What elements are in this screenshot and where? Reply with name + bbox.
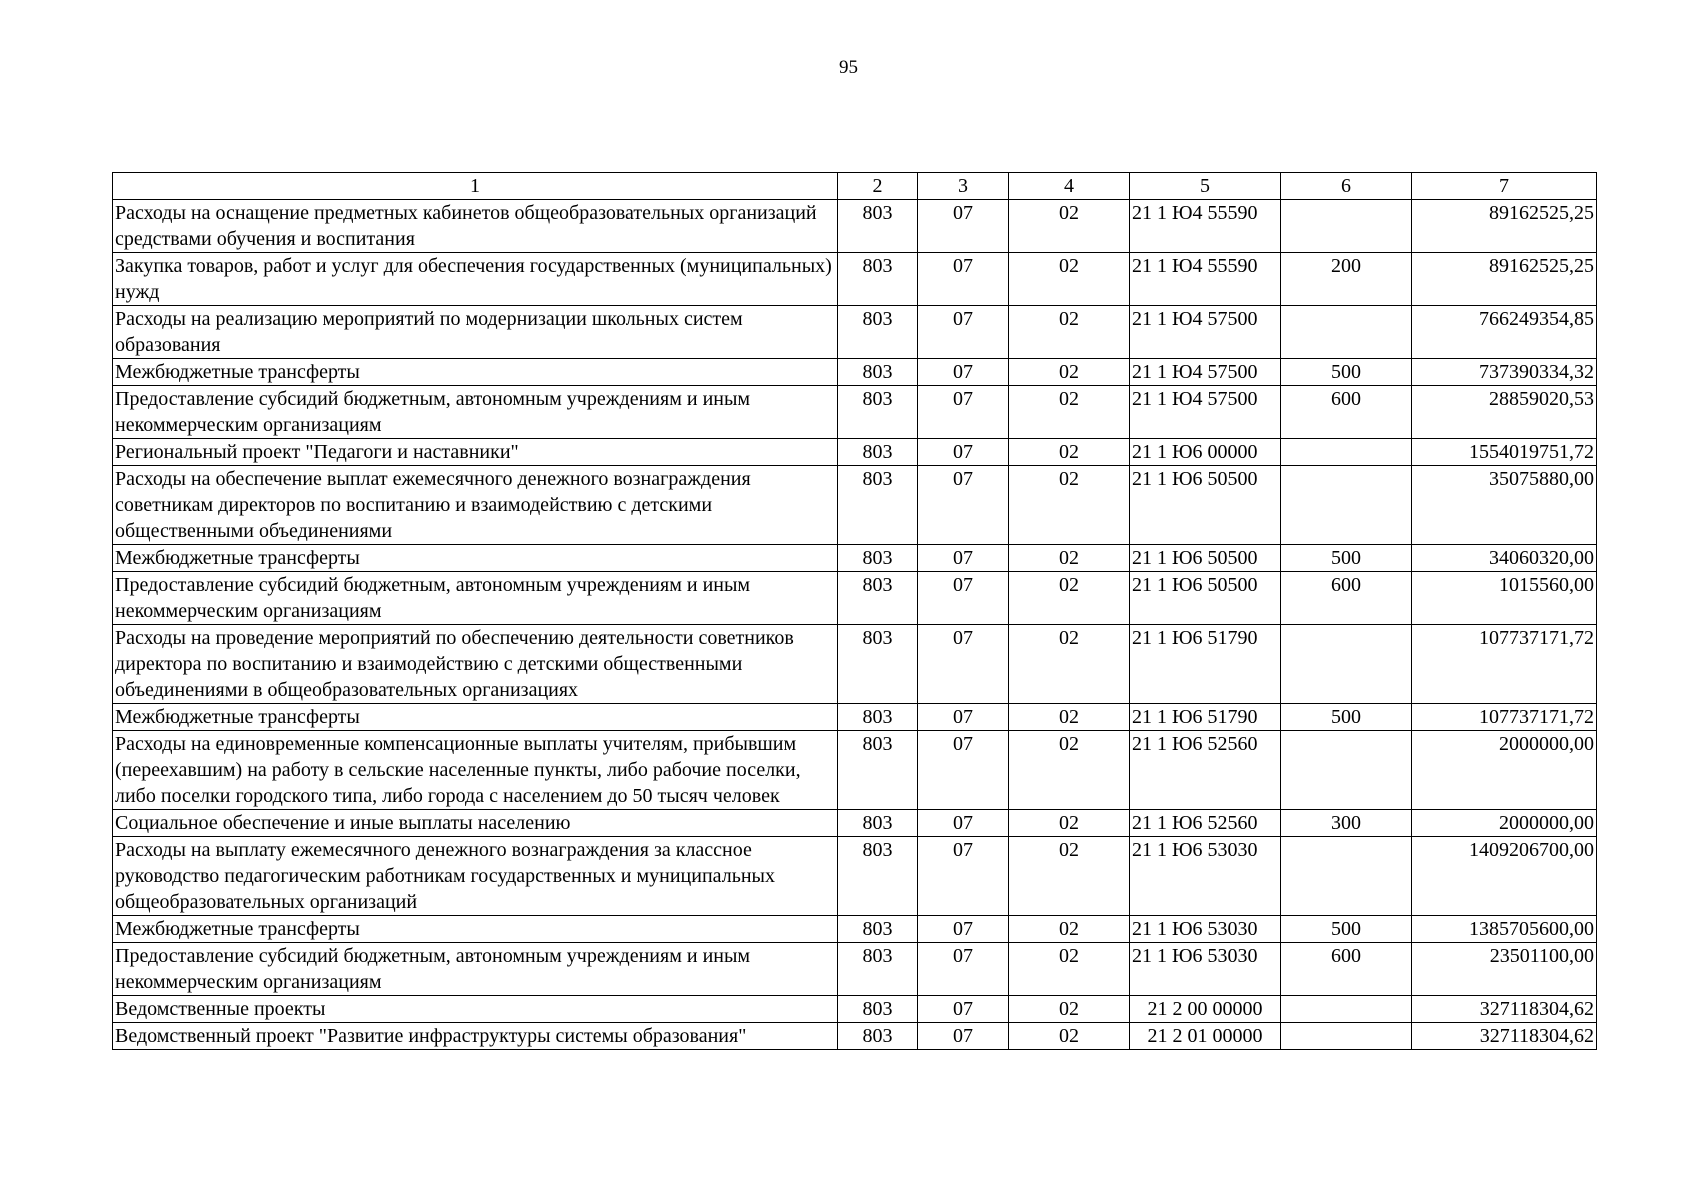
row-amount-cell: 107737171,72: [1412, 625, 1597, 704]
row-name-cell: Расходы на оснащение предметных кабинетов общеобразовательных организаций средствами обучения и воспитания: [113, 200, 838, 253]
row-target-cell: 21 1 Ю6 50500: [1130, 545, 1281, 572]
row-type-cell: [1281, 200, 1412, 253]
row-subsection-cell: 02: [1009, 386, 1130, 439]
row-type-cell: 500: [1281, 916, 1412, 943]
row-type-cell: [1281, 837, 1412, 916]
row-amount-cell: 89162525,25: [1412, 253, 1597, 306]
row-target-cell: 21 1 Ю6 50500: [1130, 572, 1281, 625]
row-ministry-cell: 803: [838, 810, 918, 837]
row-amount-cell: 1554019751,72: [1412, 439, 1597, 466]
row-ministry-cell: 803: [838, 1023, 918, 1050]
row-target-cell: 21 1 Ю6 00000: [1130, 439, 1281, 466]
row-section-cell: 07: [918, 359, 1009, 386]
row-subsection-cell: 02: [1009, 837, 1130, 916]
row-amount-cell: 737390334,32: [1412, 359, 1597, 386]
row-name-cell: Предоставление субсидий бюджетным, автономным учреждениям и иным некоммерческим организациям: [113, 943, 838, 996]
table-row: [113, 996, 1597, 1023]
row-amount-cell: 1385705600,00: [1412, 916, 1597, 943]
row-type-cell: 600: [1281, 943, 1412, 996]
header-row: [113, 173, 1597, 200]
budget-table: [112, 172, 1597, 1050]
row-ministry-cell: 803: [838, 306, 918, 359]
row-amount-cell: 34060320,00: [1412, 545, 1597, 572]
row-subsection-cell: 02: [1009, 359, 1130, 386]
row-subsection-cell: 02: [1009, 200, 1130, 253]
row-target-cell: 21 1 Ю4 57500: [1130, 306, 1281, 359]
row-type-cell: [1281, 996, 1412, 1023]
row-type-cell: [1281, 466, 1412, 545]
row-name-cell: Межбюджетные трансферты: [113, 916, 838, 943]
row-ministry-cell: 803: [838, 625, 918, 704]
row-target-cell: 21 1 Ю4 55590: [1130, 253, 1281, 306]
row-subsection-cell: 02: [1009, 704, 1130, 731]
row-ministry-cell: 803: [838, 253, 918, 306]
row-subsection-cell: 02: [1009, 466, 1130, 545]
table-row: [113, 545, 1597, 572]
row-section-cell: 07: [918, 466, 1009, 545]
row-section-cell: 07: [918, 916, 1009, 943]
row-amount-cell: 1015560,00: [1412, 572, 1597, 625]
row-section-cell: 07: [918, 253, 1009, 306]
table-row: [113, 731, 1597, 810]
row-subsection-cell: 02: [1009, 1023, 1130, 1050]
table-row: [113, 359, 1597, 386]
row-name-cell: Региональный проект "Педагоги и наставники": [113, 439, 838, 466]
row-type-cell: [1281, 731, 1412, 810]
row-section-cell: 07: [918, 996, 1009, 1023]
row-amount-cell: 2000000,00: [1412, 731, 1597, 810]
row-name-cell: Предоставление субсидий бюджетным, автономным учреждениям и иным некоммерческим организациям: [113, 572, 838, 625]
header-cell: 7: [1412, 173, 1597, 200]
table-row: [113, 837, 1597, 916]
row-target-cell: 21 1 Ю6 51790: [1130, 704, 1281, 731]
table-row: [113, 466, 1597, 545]
row-section-cell: 07: [918, 306, 1009, 359]
row-section-cell: 07: [918, 943, 1009, 996]
row-name-cell: Расходы на реализацию мероприятий по модернизации школьных систем образования: [113, 306, 838, 359]
row-ministry-cell: 803: [838, 545, 918, 572]
row-name-cell: Ведомственные проекты: [113, 996, 838, 1023]
row-section-cell: 07: [918, 704, 1009, 731]
row-amount-cell: 89162525,25: [1412, 200, 1597, 253]
row-name-cell: Предоставление субсидий бюджетным, автономным учреждениям и иным некоммерческим организациям: [113, 386, 838, 439]
page-number: 95: [839, 57, 858, 78]
row-section-cell: 07: [918, 810, 1009, 837]
table-row: [113, 572, 1597, 625]
row-ministry-cell: 803: [838, 386, 918, 439]
header-cell: 1: [113, 173, 838, 200]
row-amount-cell: 327118304,62: [1412, 996, 1597, 1023]
row-ministry-cell: 803: [838, 704, 918, 731]
table-row: [113, 625, 1597, 704]
row-ministry-cell: 803: [838, 359, 918, 386]
table-row: [113, 1023, 1597, 1050]
row-amount-cell: 766249354,85: [1412, 306, 1597, 359]
row-subsection-cell: 02: [1009, 731, 1130, 810]
header-cell: 2: [838, 173, 918, 200]
row-type-cell: 300: [1281, 810, 1412, 837]
row-section-cell: 07: [918, 1023, 1009, 1050]
row-subsection-cell: 02: [1009, 253, 1130, 306]
row-target-cell: 21 1 Ю4 57500: [1130, 386, 1281, 439]
row-target-cell: 21 1 Ю6 53030: [1130, 916, 1281, 943]
row-subsection-cell: 02: [1009, 545, 1130, 572]
table-row: [113, 704, 1597, 731]
row-type-cell: [1281, 439, 1412, 466]
row-subsection-cell: 02: [1009, 943, 1130, 996]
row-ministry-cell: 803: [838, 837, 918, 916]
row-subsection-cell: 02: [1009, 810, 1130, 837]
header-cell: 5: [1130, 173, 1281, 200]
row-section-cell: 07: [918, 200, 1009, 253]
row-amount-cell: 35075880,00: [1412, 466, 1597, 545]
row-name-cell: Расходы на единовременные компенсационные выплаты учителям, прибывшим (переехавшим) на работу в сельские населенные пункты, либо рабочие поселки, либо поселки городского типа, либо города с населением до 50 тысяч человек: [113, 731, 838, 810]
row-ministry-cell: 803: [838, 996, 918, 1023]
row-type-cell: 500: [1281, 704, 1412, 731]
row-ministry-cell: 803: [838, 572, 918, 625]
row-section-cell: 07: [918, 386, 1009, 439]
row-subsection-cell: 02: [1009, 625, 1130, 704]
row-ministry-cell: 803: [838, 200, 918, 253]
row-target-cell: 21 1 Ю6 53030: [1130, 943, 1281, 996]
row-target-cell: 21 2 00 00000: [1130, 996, 1281, 1023]
row-type-cell: [1281, 306, 1412, 359]
row-name-cell: Ведомственный проект "Развитие инфраструктуры системы образования": [113, 1023, 838, 1050]
row-target-cell: 21 1 Ю6 51790: [1130, 625, 1281, 704]
row-type-cell: [1281, 1023, 1412, 1050]
table-row: [113, 306, 1597, 359]
row-amount-cell: 2000000,00: [1412, 810, 1597, 837]
header-cell: 4: [1009, 173, 1130, 200]
row-amount-cell: 327118304,62: [1412, 1023, 1597, 1050]
row-target-cell: 21 1 Ю4 55590: [1130, 200, 1281, 253]
header-cell: 6: [1281, 173, 1412, 200]
row-ministry-cell: 803: [838, 943, 918, 996]
row-name-cell: Межбюджетные трансферты: [113, 359, 838, 386]
row-subsection-cell: 02: [1009, 572, 1130, 625]
row-name-cell: Расходы на выплату ежемесячного денежного вознаграждения за классное руководство педагогическим работникам государственных и муниципальных общеобразовательных организаций: [113, 837, 838, 916]
row-amount-cell: 107737171,72: [1412, 704, 1597, 731]
row-section-cell: 07: [918, 545, 1009, 572]
row-ministry-cell: 803: [838, 466, 918, 545]
table-row: [113, 810, 1597, 837]
table-row: [113, 386, 1597, 439]
row-type-cell: 600: [1281, 572, 1412, 625]
row-subsection-cell: 02: [1009, 996, 1130, 1023]
table-row: [113, 439, 1597, 466]
row-section-cell: 07: [918, 572, 1009, 625]
row-amount-cell: 1409206700,00: [1412, 837, 1597, 916]
row-name-cell: Расходы на проведение мероприятий по обеспечению деятельности советников директора по воспитанию и взаимодействию с детскими общественными объединениями в общеобразовательных организациях: [113, 625, 838, 704]
table-body: [113, 200, 1597, 1050]
row-target-cell: 21 1 Ю6 52560: [1130, 731, 1281, 810]
row-name-cell: Расходы на обеспечение выплат ежемесячного денежного вознаграждения советникам директоров по воспитанию и взаимодействию с детскими общественными объединениями: [113, 466, 838, 545]
row-amount-cell: 23501100,00: [1412, 943, 1597, 996]
table-row: [113, 200, 1597, 253]
row-name-cell: Социальное обеспечение и иные выплаты населению: [113, 810, 838, 837]
row-target-cell: 21 1 Ю6 50500: [1130, 466, 1281, 545]
row-section-cell: 07: [918, 731, 1009, 810]
row-ministry-cell: 803: [838, 439, 918, 466]
row-name-cell: Межбюджетные трансферты: [113, 704, 838, 731]
table-row: [113, 916, 1597, 943]
row-ministry-cell: 803: [838, 731, 918, 810]
row-type-cell: [1281, 625, 1412, 704]
row-type-cell: 600: [1281, 386, 1412, 439]
header-cell: 3: [918, 173, 1009, 200]
row-type-cell: 500: [1281, 545, 1412, 572]
row-target-cell: 21 1 Ю6 52560: [1130, 810, 1281, 837]
row-section-cell: 07: [918, 837, 1009, 916]
row-section-cell: 07: [918, 439, 1009, 466]
row-section-cell: 07: [918, 625, 1009, 704]
row-amount-cell: 28859020,53: [1412, 386, 1597, 439]
row-ministry-cell: 803: [838, 916, 918, 943]
row-target-cell: 21 1 Ю6 53030: [1130, 837, 1281, 916]
row-target-cell: 21 1 Ю4 57500: [1130, 359, 1281, 386]
row-subsection-cell: 02: [1009, 306, 1130, 359]
row-type-cell: 200: [1281, 253, 1412, 306]
row-subsection-cell: 02: [1009, 916, 1130, 943]
row-subsection-cell: 02: [1009, 439, 1130, 466]
row-target-cell: 21 2 01 00000: [1130, 1023, 1281, 1050]
table-row: [113, 253, 1597, 306]
row-name-cell: Межбюджетные трансферты: [113, 545, 838, 572]
row-name-cell: Закупка товаров, работ и услуг для обеспечения государственных (муниципальных) нужд: [113, 253, 838, 306]
table-row: [113, 943, 1597, 996]
row-type-cell: 500: [1281, 359, 1412, 386]
